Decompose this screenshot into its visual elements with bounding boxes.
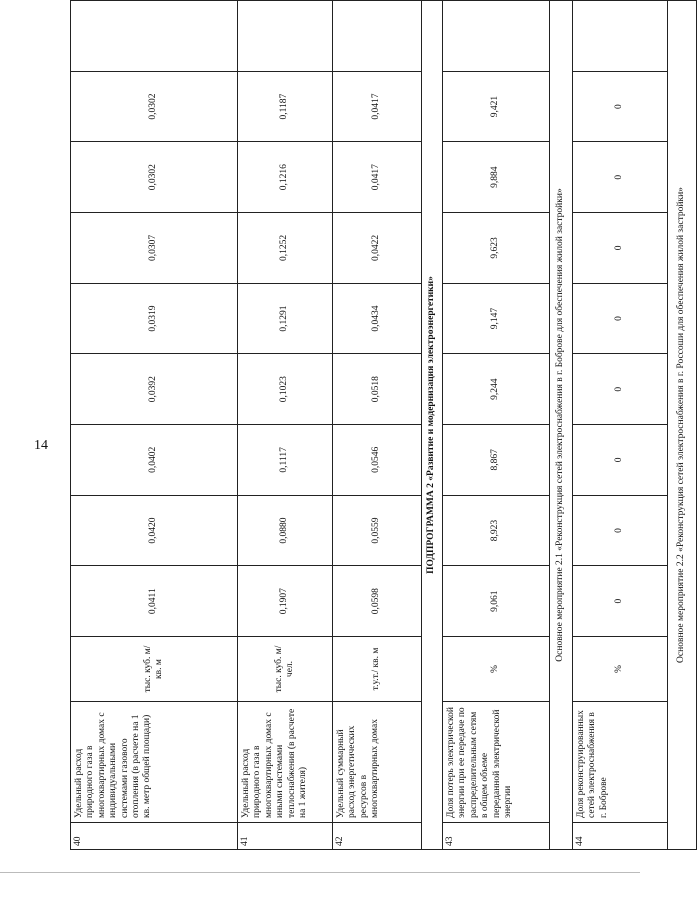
table-row	[333, 1, 422, 850]
row-number: 40	[71, 823, 238, 850]
indicators-table	[70, 0, 697, 850]
value-cell: 0,0402	[71, 425, 238, 496]
value-cell: 0,0434	[333, 283, 422, 354]
indicator-name: Доля реконструированных сетей электроснабжения в г. Боброве	[573, 702, 668, 823]
value-cell: 0	[573, 71, 668, 142]
extra-cell	[573, 1, 668, 72]
measure-row	[668, 1, 697, 850]
page-number: 14	[34, 438, 48, 453]
unit-cell: %	[443, 637, 550, 702]
measure-title: Основное мероприятие 2.1 «Реконструкция сетей электроснабжения в г. Боброве для обеспечения жилой застройки»	[550, 1, 573, 850]
value-cell: 0,0411	[71, 566, 238, 637]
value-cell: 0,1216	[238, 142, 333, 213]
indicator-name: Удельный расход природного газа в многоквартирных домах с индивидуальными системами газового отопления (в расчете на 1 кв. метр общей площади)	[71, 702, 238, 823]
value-cell: 0,0307	[71, 213, 238, 284]
value-cell: 0,0302	[71, 71, 238, 142]
value-cell: 0,1117	[238, 425, 333, 496]
value-cell: 0	[573, 566, 668, 637]
measure-title: Основное мероприятие 2.2 «Реконструкция сетей электроснабжения в г. Россоши для обеспечения жилой застройки»	[668, 1, 697, 850]
value-cell: 0	[573, 213, 668, 284]
value-cell: 0,0880	[238, 495, 333, 566]
row-number: 41	[238, 823, 333, 850]
unit-cell: тыс. куб. м/ кв. м	[71, 637, 238, 702]
unit-cell: т.у.т./ кв. м	[333, 637, 422, 702]
indicator-name: Удельный суммарный расход энергетических ресурсов в многоквартирных домах	[333, 702, 422, 823]
value-cell: 0,0420	[71, 495, 238, 566]
value-cell: 0	[573, 495, 668, 566]
extra-cell	[71, 1, 238, 72]
row-number: 42	[333, 823, 422, 850]
table-row	[71, 1, 238, 850]
unit-cell: тыс. куб. м/ чел.	[238, 637, 333, 702]
value-cell: 9,244	[443, 354, 550, 425]
value-cell: 0,1023	[238, 354, 333, 425]
value-cell: 0,1291	[238, 283, 333, 354]
value-cell: 0,1252	[238, 213, 333, 284]
subprogram-row	[422, 1, 443, 850]
value-cell: 9,884	[443, 142, 550, 213]
row-number: 43	[443, 823, 550, 850]
subprogram-title: ПОДПРОГРАММА 2 «Развитие и модернизация электроэнергетики»	[422, 1, 443, 850]
value-cell: 9,061	[443, 566, 550, 637]
indicator-name: Доля потерь электрической энергии при ее передаче по распределительным сетям в общем объеме переданной электрической энергии	[443, 702, 550, 823]
value-cell: 0	[573, 142, 668, 213]
value-cell: 9,421	[443, 71, 550, 142]
value-cell: 0,0417	[333, 71, 422, 142]
row-number: 44	[573, 823, 668, 850]
extra-cell	[333, 1, 422, 72]
value-cell: 0	[573, 354, 668, 425]
extra-cell	[238, 1, 333, 72]
value-cell: 0,1907	[238, 566, 333, 637]
unit-cell: %	[573, 637, 668, 702]
value-cell: 0,0302	[71, 142, 238, 213]
value-cell: 0	[573, 425, 668, 496]
value-cell: 9,623	[443, 213, 550, 284]
table-row	[573, 1, 668, 850]
table-row	[443, 1, 550, 850]
value-cell: 0,0319	[71, 283, 238, 354]
value-cell: 0,0392	[71, 354, 238, 425]
value-cell: 0,0422	[333, 213, 422, 284]
rotated-table-container	[70, 0, 687, 850]
indicator-name: Удельный расход природного газа в многоквартирных домах с иными системами теплоснабжения (в расчете на 1 жителя)	[238, 702, 333, 823]
value-cell: 8,923	[443, 495, 550, 566]
measure-row	[550, 1, 573, 850]
value-cell: 8,867	[443, 425, 550, 496]
value-cell: 0,0598	[333, 566, 422, 637]
page-bottom-rule	[0, 872, 640, 873]
value-cell: 9,147	[443, 283, 550, 354]
value-cell: 0,1187	[238, 71, 333, 142]
value-cell: 0,0417	[333, 142, 422, 213]
value-cell: 0	[573, 283, 668, 354]
value-cell: 0,0518	[333, 354, 422, 425]
value-cell: 0,0546	[333, 425, 422, 496]
value-cell: 0,0559	[333, 495, 422, 566]
table-row	[238, 1, 333, 850]
extra-cell	[443, 1, 550, 72]
